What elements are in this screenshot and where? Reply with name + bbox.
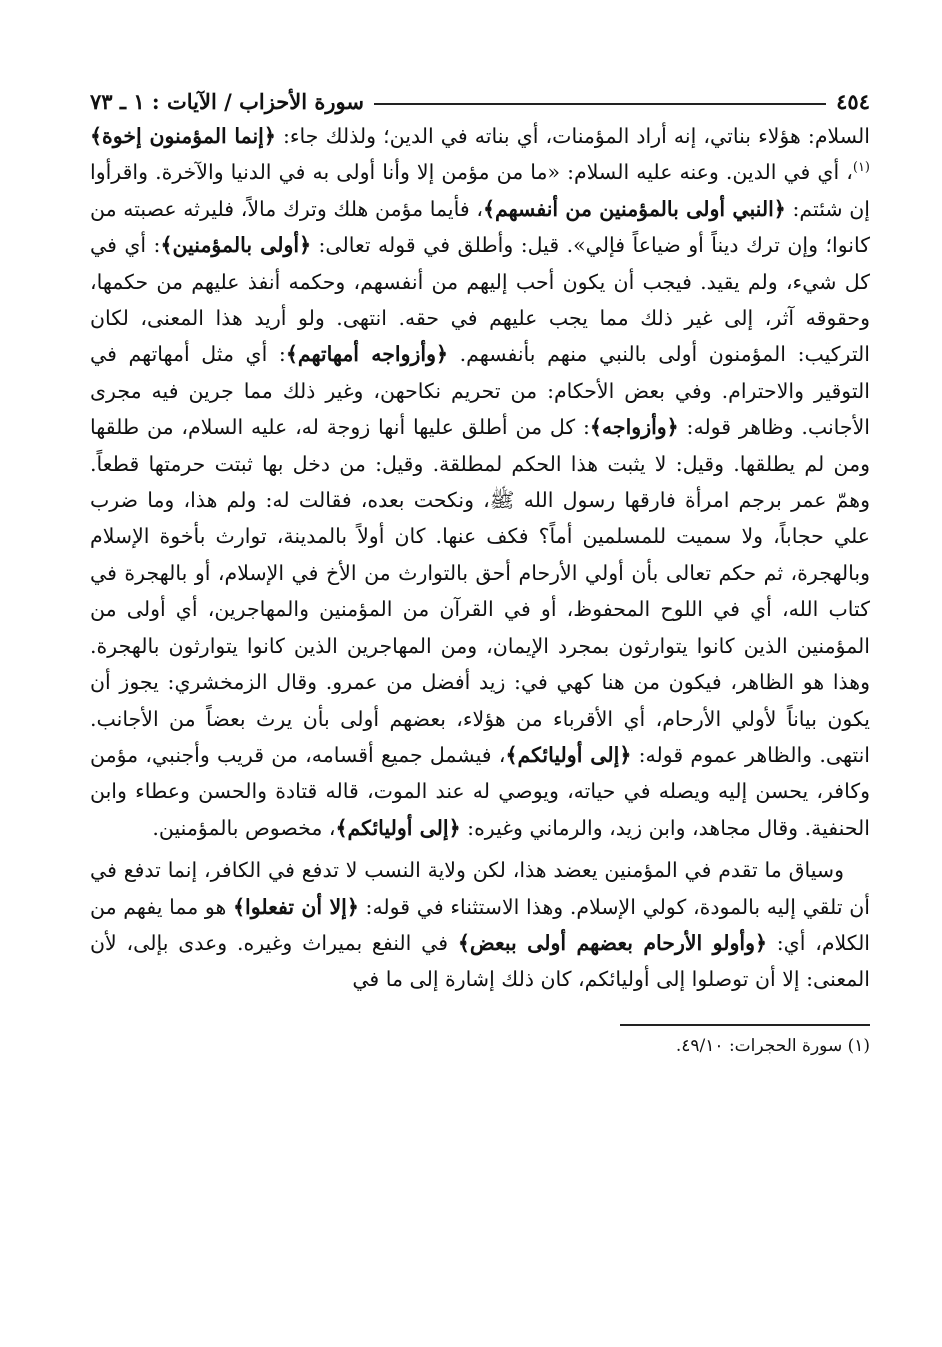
text-run: ، مخصوص بالمؤمنين. bbox=[152, 815, 336, 840]
text-run: ، فأيما مؤمن هلك وترك مالاً، فليرثه عصبته من كانوا؛ وإن ترك ديناً أو ضياعاً فإلي». قيل: وأطلق في قوله تعالى: bbox=[90, 196, 870, 258]
footnote: (١) سورة الحجرات: ٤٩/١٠. bbox=[675, 1035, 870, 1056]
quran-quote: ﴿إلا أن تفعلوا﴾ bbox=[233, 894, 359, 919]
text-run: ، فيشمل جميع أقسامه، من قريب وأجنبي، مؤمن وكافر، يحسن إليه ويصله في حياته، ويوصي له عند الموت، قاله قتادة والحسن وعطاء وابن الحنفية. وقال مجاهد، وابن زيد، والرماني وغيره: bbox=[90, 742, 870, 840]
text-run: وسياق ما تقدم في المؤمنين يعضد هذا، لكن ولاية النسب لا تدفع في الكافر، إنما تدفع في أن تلقي إليه بالمودة، كولي الإسلام. وهذا الاستثناء في قوله: bbox=[90, 858, 870, 919]
quran-quote: ﴿وأولو الأرحام بعضهم أولى ببعض﴾ bbox=[457, 930, 767, 955]
body-paragraph-2 bbox=[90, 852, 870, 998]
text-run: هو مما يفهم من الكلام، أي: bbox=[90, 894, 871, 955]
quran-quote: ﴿إلى أوليائكم﴾ bbox=[505, 742, 632, 767]
body-paragraph-1 bbox=[90, 118, 870, 846]
page-header bbox=[90, 78, 870, 114]
footnote-rule bbox=[620, 1024, 870, 1026]
quran-quote: ﴿إنما المؤمنون إخوة﴾ bbox=[90, 124, 276, 148]
text-run: : كل من أطلق عليها أنها زوجة له، عليه السلام، من طلقها ومن لم يطلقها. وقيل: لا يثبت هذا الحكم لمطلقة. وقيل: من دخل بها ثبتت حرمتها قطعاً. وهمّ عمر برجم امرأة فارقها رسول الله ﷺ، ونكحت بعده، فقالت له: ولم هذا، وما ضرب علي حجاباً، ولا سميت للمسلمين أماً؟ فكف عنها. كان أولاً بالمدينة، توارث بأخوة الإسلام وبالهجرة، ثم حكم تعالى بأن أولي الأرحام أحق بالتوارث من الأخ في الإسلام، أو بالهجرة في كتاب الله، أي في اللوح المحفوظ، أو في القرآن من المؤمنين والمهاجرين، أي أولى من المؤمنين الذين كانوا يتوارثون بمجرد الإيمان، ومن المهاجرين الذين كانوا يتوارثون بالهجرة. وهذا هو الظاهر، فيكون من هنا كهي في: زيد أفضل من عمرو. وقال الزمخشري: يجوز أن يكون بياناً لأولي الأرحام، أي الأقرباء من هؤلاء، بعضهم أولى بأن يرث بعضاً من الأجانب. انتهى. والظاهر عموم قوله: bbox=[90, 415, 870, 767]
text-run: ، أي في الدين. وعنه عليه السلام: «ما من مؤمن إلا وأنا أولى به في الدنيا والآخرة. واقرأوا إن شئتم: bbox=[90, 160, 870, 221]
book-page bbox=[90, 78, 870, 1060]
running-title: سورة الأحزاب / الآيات : ١ ـ ٧٣ bbox=[90, 89, 364, 114]
text-run: السلام: هؤلاء بناتي، إنه أراد المؤمنات، أي بناته في الدين؛ ولذلك جاء: bbox=[275, 124, 870, 148]
text-run: : أي مثل أمهاتهم في التوقير والاحترام. وفي بعض الأحكام: من تحريم نكاحهن، وغير ذلك مما جرين فيه مجرى الأجانب. وظاهر قوله: bbox=[90, 342, 870, 440]
quran-quote: ﴿وأزواجه أمهاتهم﴾ bbox=[285, 342, 448, 367]
quran-quote: ﴿أولى بالمؤمنين﴾ bbox=[160, 233, 312, 258]
quran-quote: ﴿النبي أولى بالمؤمنين من أنفسهم﴾ bbox=[482, 196, 786, 221]
header-rule bbox=[374, 103, 826, 105]
quran-quote: ﴿وأزواجه﴾ bbox=[589, 415, 679, 440]
text-run: : أي في كل شيء، ولم يقيد. فيجب أن يكون أحب إليهم من أنفسهم، وحكمه أنفذ عليهم من حكمها، وحقوقه آثر، إلى غير ذلك مما يجب عليهم في حقه. انتهى. ولو أريد هذا المعنى، لكان التركيب: المؤمنون أولى بالنبي منهم بأنفسهم. bbox=[90, 233, 870, 367]
page-number: ٤٥٤ bbox=[836, 89, 870, 114]
footnote-reference[interactable]: (١) bbox=[852, 160, 870, 176]
text-run: في النفع بميراث وغيره. وعدى بإلى، لأن المعنى: إلا أن توصلوا إلى أوليائكم، كان ذلك إشارة إلى ما في bbox=[90, 930, 870, 992]
quran-quote: ﴿إلى أوليائكم﴾ bbox=[335, 815, 461, 840]
